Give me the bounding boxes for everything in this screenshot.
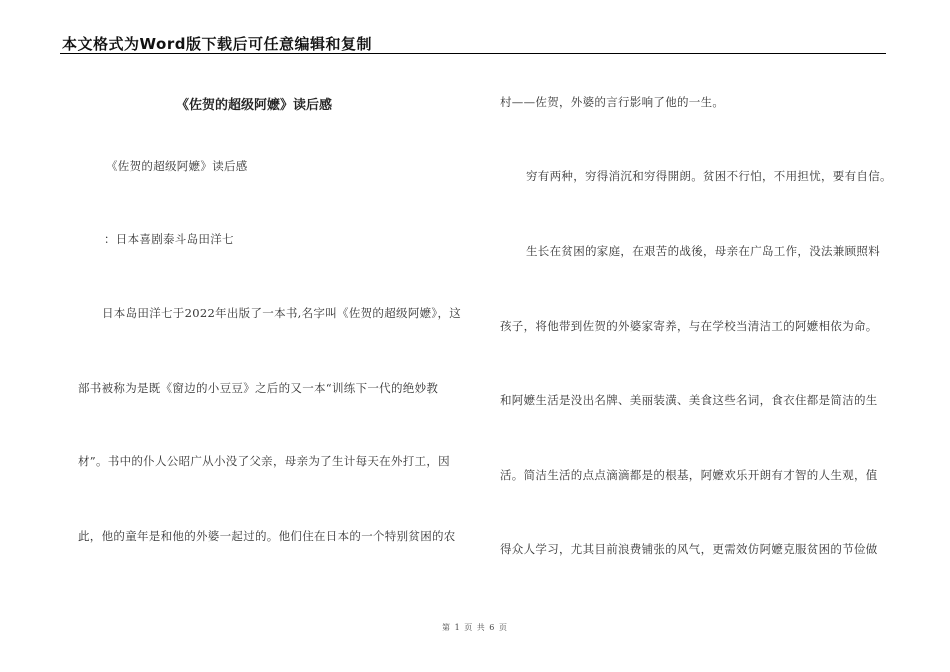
paragraph-line: 和阿嬷生活是没出名牌、美丽装潢、美食这些名词，食衣住都是简洁的生 — [500, 393, 878, 407]
paragraph-line: 此，他的童年是和他的外婆一起过的。他们住在日本的一个特别贫困的农 — [78, 529, 456, 543]
paragraph-line: 生长在贫困的家庭，在艰苦的战後，母亲在广岛工作，没法兼顾照料 — [526, 244, 880, 258]
paragraph-line: 穷有两种，穷得消沉和穷得開朗。贫困不行怕，不用担忧，要有自信。 — [526, 169, 892, 183]
paragraph-line: 日本岛田洋七于2022年出版了一本书,名字叫《佐贺的超级阿嬷》，这 — [102, 306, 462, 320]
paragraph-line: 《佐贺的超级阿嬷》读后感 — [106, 159, 248, 173]
header-divider — [60, 53, 886, 54]
page-number: 第 1 页 共 6 页 — [442, 623, 508, 632]
paragraph-line: ：日本喜剧泰斗岛田洋七 — [104, 232, 234, 246]
paragraph-line: 得众人学习，尤其目前浪费铺张的风气，更需效仿阿嬷克服贫困的节俭做 — [500, 542, 878, 556]
paragraph-line: 材”。书中的仆人公昭广从小没了父亲，母亲为了生计每天在外打工，因 — [78, 454, 450, 468]
header-text: 本文格式为Word版下载后可任意编辑和复制 — [62, 35, 372, 53]
document-title: 《佐贺的超级阿嬷》读后感 — [176, 98, 333, 113]
paragraph-line: 活。简洁生活的点点滴滴都是的根基，阿嬷欢乐开朗有才智的人生观，值 — [500, 468, 878, 482]
paragraph-line: 孩子，将他带到佐贺的外婆家寄养，与在学校当清洁工的阿嬷相依为命。 — [500, 319, 878, 333]
paragraph-line: 部书被称为是既《窗边的小豆豆》之后的又一本“训练下一代的绝妙教 — [78, 381, 439, 395]
paragraph-line: 村——佐贺，外婆的言行影响了他的一生。 — [500, 95, 725, 109]
